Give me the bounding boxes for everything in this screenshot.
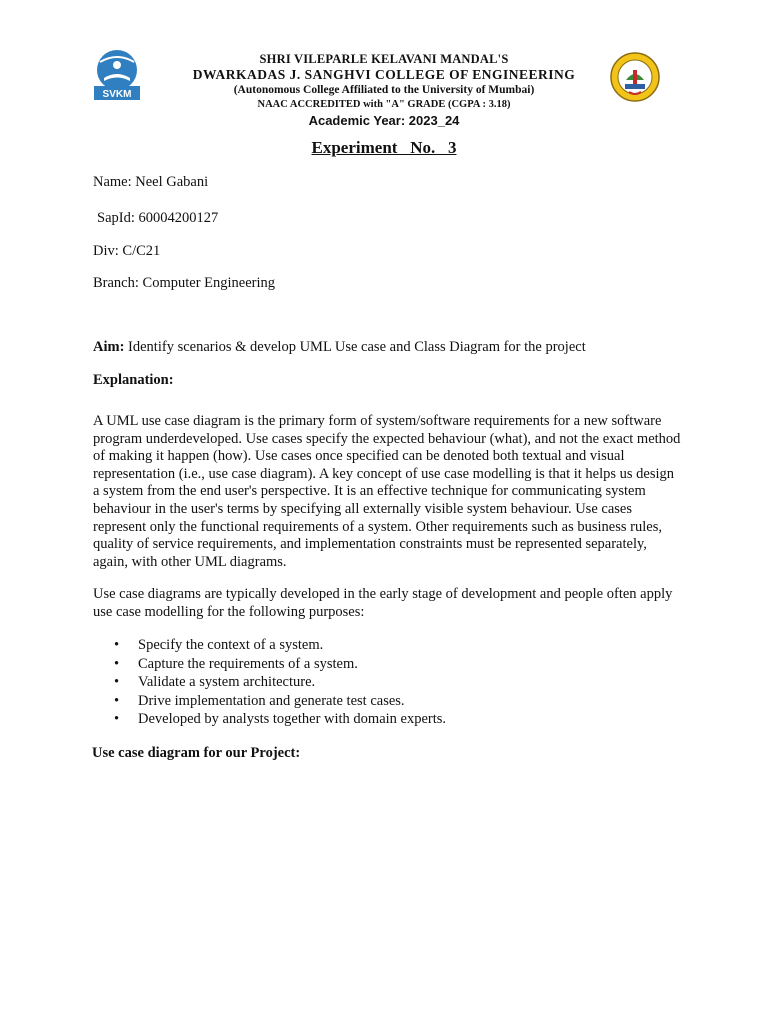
- student-sapid: SapId: 60004200127: [97, 210, 219, 226]
- list-item: [93, 692, 446, 711]
- list-item: [93, 655, 446, 674]
- academic-year: Academic Year: 2023_24: [308, 113, 460, 128]
- student-name: Name: Neel Gabani: [93, 174, 209, 190]
- institution-heading: [150, 52, 618, 112]
- explanation-heading: Explanation:: [93, 372, 174, 388]
- institution-affiliation: (Autonomous College Affiliated to the University of Mumbai): [233, 84, 535, 96]
- bullet-icon: •: [114, 692, 120, 709]
- student-division: Div: C/C21: [93, 243, 161, 259]
- list-item-text: Specify the context of a system.: [138, 637, 324, 653]
- bullet-icon: •: [114, 637, 120, 653]
- experiment-title: [0, 138, 768, 158]
- explanation-paragraph-2: Use case diagrams are typically developed in the early stage of development and people often apply use case modelling for the following purposes:: [93, 586, 673, 620]
- bullet-icon: •: [114, 711, 120, 728]
- experiment-title-text: Experiment No. 3: [311, 138, 457, 157]
- diagram-heading: Use case diagram for our Project:: [92, 745, 301, 761]
- college-emblem-icon: [609, 50, 661, 104]
- bullet-icon: •: [114, 655, 120, 672]
- list-item-text: Capture the requirements of a system.: [138, 655, 358, 672]
- institution-college: DWARKADAS J. SANGHVI COLLEGE OF ENGINEERING: [192, 67, 576, 82]
- svkm-logo-icon: [92, 48, 142, 102]
- list-item: [93, 673, 446, 692]
- list-item-text: Validate a system architecture.: [138, 674, 316, 691]
- institution-org: SHRI VILEPARLE KELAVANI MANDAL'S: [259, 52, 509, 66]
- aim-statement: [93, 339, 586, 356]
- svkm-logo-text: SVKM: [102, 89, 132, 100]
- list-item: [93, 636, 446, 655]
- letterhead: [0, 0, 768, 130]
- purpose-list: [93, 636, 446, 729]
- student-branch: Branch: Computer Engineering: [93, 275, 276, 291]
- aim-text: Identify scenarios & develop UML Use case and Class Diagram for the project: [124, 339, 586, 355]
- list-item: [93, 710, 446, 729]
- institution-accreditation: NAAC ACCREDITED with "A" GRADE (CGPA : 3.18): [257, 99, 511, 110]
- list-item-text: Developed by analysts together with domain experts.: [138, 711, 447, 728]
- list-item-text: Drive implementation and generate test cases.: [138, 692, 405, 709]
- aim-label: Aim:: [93, 339, 125, 355]
- explanation-paragraph-1: A UML use case diagram is the primary form of system/software requirements for a new software program underdeveloped. Use cases specify the expected behaviour (what), and not the exact method of making it happen (how). Use cases once specified can be denoted both textual and visual representation (i.e., use case diagram). A key concept of use case modelling is that it helps us design a system from the end user's perspective. It is an effective technique for communicating system behaviour in the user's terms by specifying all externally visible system behaviour. Use cases represent only the functional requirements of a system. Other requirements such as business rules, quality of service requirements, and implementation constraints must be represented separately, again, with other UML diagrams.: [93, 413, 681, 570]
- bullet-icon: •: [114, 674, 120, 691]
